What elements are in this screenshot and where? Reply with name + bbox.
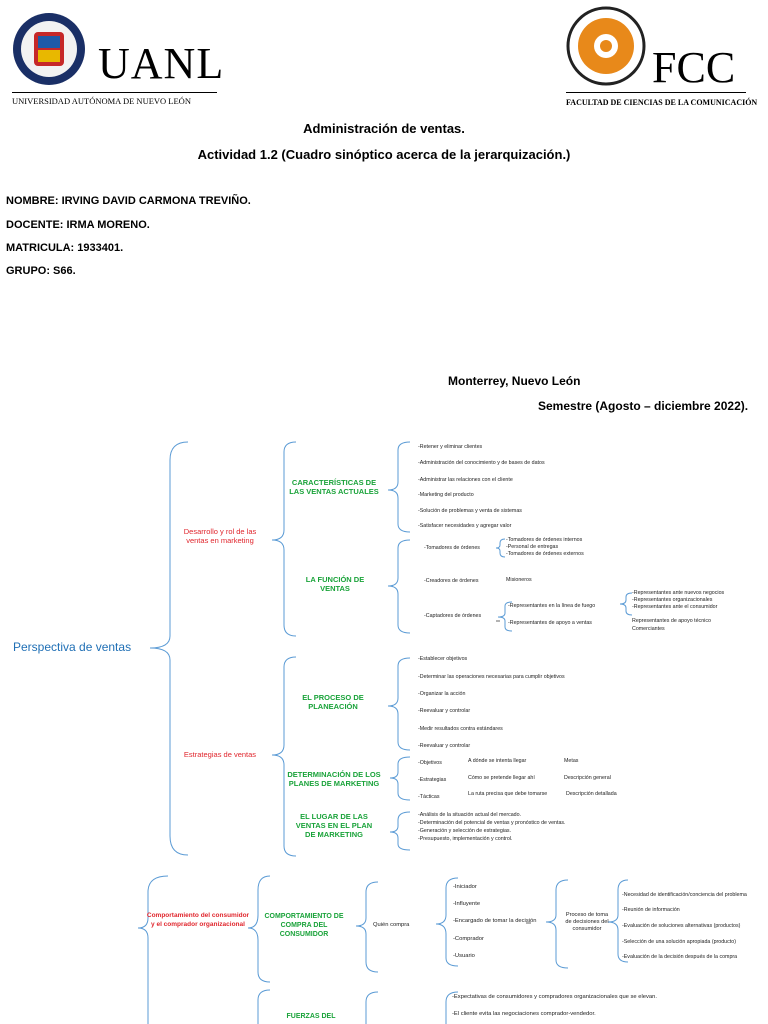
tomadores-item: -Tomadores de órdenes internos	[506, 537, 583, 543]
det-row-c: Metas	[564, 758, 579, 764]
det-row-a: -Estrategias	[418, 777, 447, 783]
proceso-item: -Reevaluar y controlar	[418, 743, 471, 749]
fuerzas-item: -Expectativas de consumidores y compradores organizacionales que se elevan.	[452, 994, 657, 1000]
car-item: -Marketing del producto	[418, 492, 474, 498]
det-row-b: A dónde se intenta llegar	[468, 758, 527, 764]
quien-item: -Comprador	[453, 936, 484, 942]
rep-linea-item: -Representantes organizacionales	[632, 597, 713, 603]
topic-fuerzas: FUERZAS DEL	[286, 1013, 336, 1020]
rep-linea-item: -Representantes ante nuevos negocios	[632, 590, 725, 596]
topic-funcion: LA FUNCIÓN DE VENTAS	[305, 575, 365, 593]
car-item: -Solución de problemas y venta de sistemas	[418, 508, 522, 514]
quien-item: -Influyente	[453, 901, 481, 907]
det-row-c: Descripción general	[564, 775, 611, 781]
car-item: -Administración del conocimiento y de bases de datos	[418, 460, 545, 466]
quien-compra: Quién compra	[373, 922, 410, 928]
tomadores-item: -Personal de entregas	[506, 544, 559, 550]
rep-linea-label: -Representantes en la línea de fuego	[508, 603, 596, 609]
topic-desarrollo: Desarrollo y rol de las ventas en marketing	[183, 527, 257, 545]
creadores-label: -Creadores de órdenes	[424, 578, 479, 584]
topic-caracteristicas: CARACTERÍSTICAS DE LAS VENTAS ACTUALES	[289, 478, 379, 496]
teacher-name: DOCENTE: IRMA MORENO.	[6, 219, 150, 231]
toma-item: -Evaluación de soluciones alternativas (productos)	[622, 923, 741, 929]
det-row-c: Descripción detallada	[566, 791, 617, 797]
group: GRUPO: S66.	[6, 265, 76, 277]
topic-lugar: EL LUGAR DE LAS VENTAS EN EL PLAN DE MARKETING	[295, 812, 373, 839]
city: Monterrey, Nuevo León	[448, 374, 581, 388]
misioneros-label: Misioneros	[506, 577, 532, 583]
topic-comportamiento-compra: COMPORTAMIENTO DE COMPRA DEL CONSUMIDOR	[264, 913, 344, 938]
proceso-item: -Organizar la acción	[418, 691, 466, 697]
captadores-label: -Captadores de órdenes	[424, 613, 482, 619]
tomadores-item: -Tomadores de órdenes externos	[506, 551, 584, 557]
car-item: -Retener y eliminar clientes	[418, 444, 483, 450]
lugar-item: -Presupuesto, implementación y control.	[418, 836, 513, 842]
student-id: MATRICULA: 1933401.	[6, 242, 124, 254]
quien-item: -Encargado de tomar la decisión	[453, 918, 537, 924]
activity-title: Actividad 1.2 (Cuadro sinóptico acerca de la jerarquización.)	[197, 147, 571, 162]
rep-apoyo-label: -Representantes de apoyo a ventas	[508, 620, 592, 626]
topic-estrategias: Estrategias de ventas	[183, 750, 257, 759]
toma-item: -Evaluación de la decisión después de la compra	[622, 954, 738, 960]
proceso-item: -Determinar las operaciones necesarias para cumplir objetivos	[418, 674, 565, 680]
toma-item: -Selección de una solución apropiada (producto)	[622, 939, 736, 945]
proceso-item: -Reevaluar y controlar	[418, 708, 471, 714]
fcc-wordmark: FCC	[652, 43, 736, 92]
rep-apoyo-item: Representantes de apoyo técnico	[632, 618, 711, 624]
root-topic: Perspectiva de ventas	[13, 640, 132, 654]
lugar-item: -Análisis de la situación actual del mercado.	[418, 812, 522, 818]
quien-item: -Usuario	[453, 953, 475, 959]
car-item: -Satisfacer necesidades y agregar valor	[418, 523, 512, 529]
det-row-a: -Tácticas	[418, 794, 440, 800]
student-name: NOMBRE: IRVING DAVID CARMONA TREVIÑO.	[6, 195, 251, 207]
car-item: -Administrar las relaciones con el cliente	[418, 477, 513, 483]
semester: Semestre (Agosto – diciembre 2022).	[538, 399, 749, 413]
toma-item: -Necesidad de identificación/conciencia del problema	[622, 892, 747, 898]
document-title: Administración de ventas.	[303, 121, 465, 136]
lugar-item: -Generación y selección de estrategias.	[418, 828, 512, 834]
tomadores-label: -Tomadores de órdenes	[424, 545, 480, 551]
lugar-item: -Determinación del potencial de ventas y pronóstico de ventas.	[418, 820, 566, 826]
quien-item: -Iniciador	[453, 884, 477, 890]
topic-determinacion: DETERMINACIÓN DE LOS PLANES DE MARKETING	[287, 770, 381, 788]
uanl-wordmark: UANL	[98, 39, 225, 88]
det-row-b: Cómo se pretende llegar ahí	[468, 775, 535, 781]
det-row-b: La ruta precisa que debe tomarse	[468, 791, 548, 797]
toma-item: -Reunión de información	[622, 907, 680, 913]
topic-comportamiento: Comportamiento del consumidor y el comprador organizacional	[146, 912, 250, 928]
proceso-toma: Proceso de toma de decisiones del consumidor	[565, 912, 609, 932]
proceso-item: -Establecer objetivos	[418, 656, 468, 662]
fcc-subtitle: FACULTAD DE CIENCIAS DE LA COMUNICACIÓN	[566, 98, 758, 107]
uanl-subtitle: UNIVERSIDAD AUTÓNOMA DE NUEVO LEÓN	[12, 96, 191, 106]
topic-proceso: EL PROCESO DE PLANEACIÓN	[302, 693, 364, 711]
rep-linea-item: -Representantes ante el consumidor	[632, 604, 718, 610]
det-row-a: -Objetivos	[418, 760, 442, 766]
rep-apoyo-item: Comerciantes	[632, 626, 665, 632]
proceso-item: -Medir resultados contra estándares	[418, 726, 503, 732]
fuerzas-item: -El cliente evita las negociaciones comprador-vendedor.	[452, 1011, 596, 1017]
